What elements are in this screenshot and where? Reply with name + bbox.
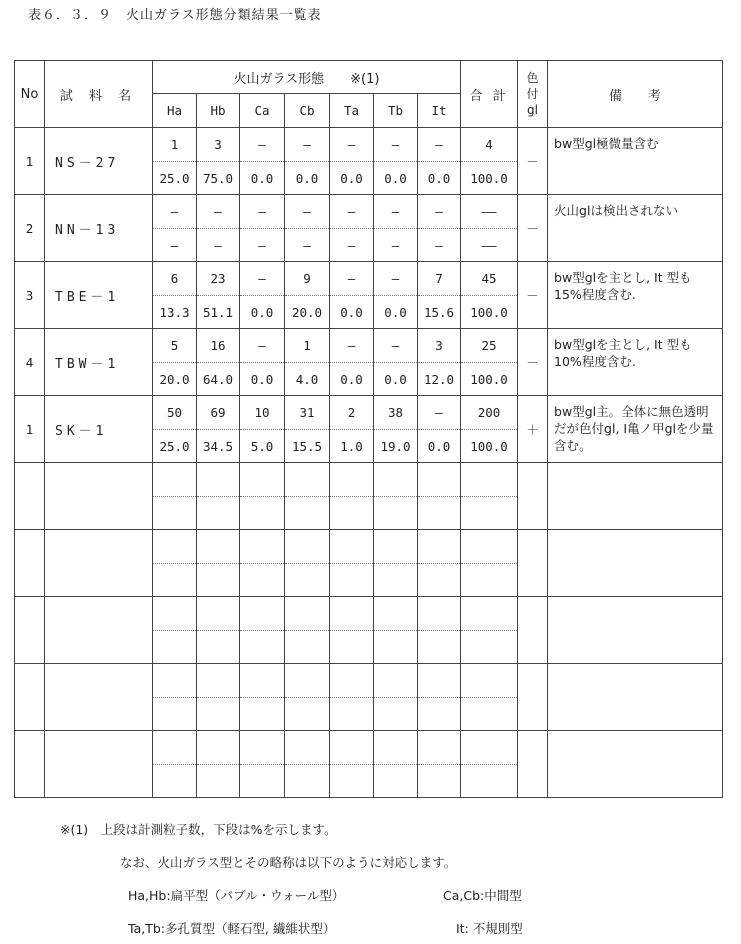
table-row: [15, 329, 723, 363]
empty-remark-cell: [548, 597, 723, 664]
percent-cell: 0.0: [240, 363, 285, 396]
empty-count-cell: [197, 597, 240, 631]
percent-cell: 15.5: [285, 430, 330, 463]
empty-count-cell: [418, 597, 461, 631]
empty-percent-cell: [374, 564, 418, 597]
table-caption: 表６．３．９ 火山ガラス形態分類結果一覧表: [28, 8, 322, 23]
empty-count-cell: [461, 463, 518, 497]
empty-remark-cell: [548, 463, 723, 530]
count-cell: 7: [418, 262, 461, 296]
count-cell: —: [285, 195, 330, 229]
header-type-cb: Cb: [285, 94, 330, 128]
count-cell: 1: [285, 329, 330, 363]
empty-table-row: [15, 530, 723, 564]
count-cell: —: [330, 262, 374, 296]
empty-count-cell: [418, 463, 461, 497]
count-cell: 2: [330, 396, 374, 430]
count-cell: 10: [240, 396, 285, 430]
row-no: 4: [15, 329, 45, 396]
count-cell: —: [153, 195, 197, 229]
empty-percent-cell: [153, 765, 197, 798]
empty-percent-cell: [330, 497, 374, 530]
row-remark: bw型glを主とし, It 型も10%程度含む.: [548, 329, 723, 396]
row-colored-glass: －: [518, 262, 548, 329]
empty-remark-cell: [548, 731, 723, 798]
glass-morphology-table: [14, 60, 723, 798]
table-row: [15, 262, 723, 296]
empty-percent-cell: [240, 497, 285, 530]
row-remark: bw型gl極微量含む: [548, 128, 723, 195]
empty-percent-cell: [285, 564, 330, 597]
empty-count-cell: [374, 597, 418, 631]
count-total-cell: 4: [461, 128, 518, 162]
empty-percent-cell: [240, 698, 285, 731]
empty-table-row: [15, 731, 723, 765]
row-no: 2: [15, 195, 45, 262]
empty-count-cell: [197, 463, 240, 497]
empty-percent-cell: [285, 631, 330, 664]
percent-cell: 0.0: [330, 162, 374, 195]
empty-color-cell: [518, 664, 548, 731]
empty-count-cell: [153, 597, 197, 631]
percent-cell: 51.1: [197, 296, 240, 329]
empty-percent-cell: [240, 564, 285, 597]
empty-table-row: [15, 463, 723, 497]
percent-cell: 34.5: [197, 430, 240, 463]
empty-percent-cell: [330, 564, 374, 597]
empty-percent-cell: [240, 631, 285, 664]
empty-count-cell: [240, 597, 285, 631]
count-cell: —: [418, 128, 461, 162]
empty-percent-cell: [374, 497, 418, 530]
empty-percent-cell: [461, 564, 518, 597]
percent-total-cell: 100.0: [461, 363, 518, 396]
row-sample-name: NS－27: [45, 128, 153, 195]
header-total: 合 計: [461, 61, 518, 128]
count-total-cell: 45: [461, 262, 518, 296]
empty-percent-cell: [197, 765, 240, 798]
table-row: [15, 396, 723, 430]
count-total-cell: ——: [461, 195, 518, 229]
empty-count-cell: [330, 530, 374, 564]
empty-percent-cell: [197, 631, 240, 664]
percent-cell: 25.0: [153, 430, 197, 463]
empty-color-cell: [518, 731, 548, 798]
empty-percent-cell: [197, 497, 240, 530]
empty-count-cell: [197, 664, 240, 698]
empty-count-cell: [285, 664, 330, 698]
empty-percent-cell: [374, 631, 418, 664]
count-cell: 38: [374, 396, 418, 430]
percent-cell: 0.0: [374, 162, 418, 195]
empty-count-cell: [153, 530, 197, 564]
empty-percent-cell: [153, 698, 197, 731]
row-no: 3: [15, 262, 45, 329]
count-cell: —: [374, 329, 418, 363]
percent-cell: 1.0: [330, 430, 374, 463]
empty-color-cell: [518, 463, 548, 530]
empty-percent-cell: [153, 564, 197, 597]
empty-percent-cell: [418, 698, 461, 731]
percent-cell: 0.0: [330, 363, 374, 396]
count-cell: —: [374, 128, 418, 162]
percent-cell: 0.0: [330, 296, 374, 329]
percent-cell: —: [197, 229, 240, 262]
empty-percent-cell: [153, 631, 197, 664]
count-cell: —: [330, 128, 374, 162]
empty-count-cell: [374, 731, 418, 765]
table-row: [15, 195, 723, 229]
empty-count-cell: [240, 731, 285, 765]
row-remark: bw型gl主。全体に無色透明だが色付gl, I亀ノ甲glを少量含む。: [548, 396, 723, 463]
empty-percent-cell: [285, 497, 330, 530]
row-sample-name: NN－13: [45, 195, 153, 262]
empty-name-cell: [45, 664, 153, 731]
count-cell: 9: [285, 262, 330, 296]
empty-count-cell: [240, 463, 285, 497]
header-type-tb: Tb: [374, 94, 418, 128]
empty-percent-cell: [197, 698, 240, 731]
empty-remark-cell: [548, 664, 723, 731]
row-sample-name: TBW－1: [45, 329, 153, 396]
percent-cell: 0.0: [285, 162, 330, 195]
empty-count-cell: [461, 731, 518, 765]
percent-cell: 15.6: [418, 296, 461, 329]
empty-count-cell: [197, 731, 240, 765]
empty-percent-cell: [330, 698, 374, 731]
footnote-1: ※(1) 上段は計測粒子数，下段は%を示します。: [60, 822, 337, 837]
empty-table-row: [15, 664, 723, 698]
percent-cell: 20.0: [153, 363, 197, 396]
percent-cell: 0.0: [418, 430, 461, 463]
empty-count-cell: [330, 664, 374, 698]
empty-count-cell: [330, 463, 374, 497]
empty-no-cell: [15, 664, 45, 731]
percent-cell: 5.0: [240, 430, 285, 463]
row-remark: 火山glは検出されない: [548, 195, 723, 262]
empty-name-cell: [45, 463, 153, 530]
empty-percent-cell: [461, 765, 518, 798]
row-sample-name: SK－1: [45, 396, 153, 463]
empty-percent-cell: [330, 631, 374, 664]
percent-cell: —: [240, 229, 285, 262]
percent-cell: 20.0: [285, 296, 330, 329]
count-total-cell: 200: [461, 396, 518, 430]
empty-percent-cell: [418, 564, 461, 597]
count-cell: —: [418, 396, 461, 430]
empty-color-cell: [518, 597, 548, 664]
header-colored-glass: 色付gl: [518, 61, 548, 128]
empty-count-cell: [285, 530, 330, 564]
percent-cell: 0.0: [374, 363, 418, 396]
empty-percent-cell: [285, 765, 330, 798]
count-cell: —: [240, 262, 285, 296]
empty-count-cell: [240, 530, 285, 564]
row-no: 1: [15, 396, 45, 463]
empty-count-cell: [374, 664, 418, 698]
percent-total-cell: ——: [461, 229, 518, 262]
empty-percent-cell: [461, 631, 518, 664]
header-type-ca: Ca: [240, 94, 285, 128]
header-no: No: [15, 61, 45, 128]
empty-percent-cell: [374, 765, 418, 798]
percent-cell: 0.0: [240, 162, 285, 195]
header-glass-morphology: 火山ガラス形態 ※(1): [153, 61, 461, 94]
empty-percent-cell: [418, 497, 461, 530]
empty-percent-cell: [374, 698, 418, 731]
count-cell: 23: [197, 262, 240, 296]
empty-count-cell: [153, 731, 197, 765]
percent-cell: 0.0: [240, 296, 285, 329]
empty-percent-cell: [285, 698, 330, 731]
percent-cell: 0.0: [418, 162, 461, 195]
empty-percent-cell: [197, 564, 240, 597]
percent-cell: —: [153, 229, 197, 262]
empty-count-cell: [285, 463, 330, 497]
empty-percent-cell: [418, 765, 461, 798]
count-cell: 3: [197, 128, 240, 162]
count-cell: 16: [197, 329, 240, 363]
empty-percent-cell: [418, 631, 461, 664]
empty-table-row: [15, 597, 723, 631]
header-remarks: 備 考: [548, 61, 723, 128]
empty-count-cell: [153, 664, 197, 698]
header-type-it: It: [418, 94, 461, 128]
header-type-hb: Hb: [197, 94, 240, 128]
empty-percent-cell: [330, 765, 374, 798]
empty-count-cell: [285, 731, 330, 765]
percent-cell: —: [418, 229, 461, 262]
empty-no-cell: [15, 731, 45, 798]
count-cell: 6: [153, 262, 197, 296]
empty-count-cell: [418, 664, 461, 698]
empty-count-cell: [153, 463, 197, 497]
footnote-2: なお、火山ガラス型とその略称は以下のように対応します。: [120, 855, 457, 870]
row-sample-name: TBE－1: [45, 262, 153, 329]
count-cell: —: [240, 329, 285, 363]
row-colored-glass: －: [518, 195, 548, 262]
count-cell: 5: [153, 329, 197, 363]
empty-name-cell: [45, 731, 153, 798]
row-colored-glass: －: [518, 128, 548, 195]
empty-count-cell: [285, 597, 330, 631]
empty-count-cell: [330, 731, 374, 765]
count-cell: —: [285, 128, 330, 162]
header-type-ta: Ta: [330, 94, 374, 128]
percent-cell: 4.0: [285, 363, 330, 396]
count-cell: —: [374, 195, 418, 229]
empty-percent-cell: [461, 497, 518, 530]
percent-cell: 13.3: [153, 296, 197, 329]
empty-no-cell: [15, 530, 45, 597]
count-cell: —: [330, 329, 374, 363]
empty-count-cell: [461, 530, 518, 564]
empty-percent-cell: [461, 698, 518, 731]
table-row: [15, 128, 723, 162]
percent-cell: —: [285, 229, 330, 262]
count-cell: 31: [285, 396, 330, 430]
footnote-it: It: 不規則型: [456, 921, 523, 936]
empty-count-cell: [461, 597, 518, 631]
row-colored-glass: －: [518, 329, 548, 396]
count-total-cell: 25: [461, 329, 518, 363]
empty-name-cell: [45, 597, 153, 664]
empty-no-cell: [15, 463, 45, 530]
count-cell: 69: [197, 396, 240, 430]
count-cell: —: [240, 195, 285, 229]
empty-color-cell: [518, 530, 548, 597]
percent-total-cell: 100.0: [461, 296, 518, 329]
percent-cell: 0.0: [374, 296, 418, 329]
footnote-ca-cb: Ca,Cb:中間型: [443, 888, 522, 903]
count-cell: —: [330, 195, 374, 229]
empty-count-cell: [374, 463, 418, 497]
header-sample-name: 試 料 名: [45, 61, 153, 128]
empty-count-cell: [240, 664, 285, 698]
percent-total-cell: 100.0: [461, 162, 518, 195]
percent-cell: 75.0: [197, 162, 240, 195]
empty-count-cell: [418, 530, 461, 564]
empty-percent-cell: [153, 497, 197, 530]
count-cell: 50: [153, 396, 197, 430]
percent-cell: 19.0: [374, 430, 418, 463]
empty-name-cell: [45, 530, 153, 597]
count-cell: 1: [153, 128, 197, 162]
count-cell: —: [240, 128, 285, 162]
count-cell: —: [197, 195, 240, 229]
percent-total-cell: 100.0: [461, 430, 518, 463]
row-no: 1: [15, 128, 45, 195]
empty-count-cell: [418, 731, 461, 765]
count-cell: —: [374, 262, 418, 296]
footnote-ta-tb: Ta,Tb:多孔質型（軽石型, 繊維状型）: [128, 921, 336, 936]
count-cell: 3: [418, 329, 461, 363]
percent-cell: —: [374, 229, 418, 262]
empty-count-cell: [197, 530, 240, 564]
empty-percent-cell: [240, 765, 285, 798]
row-colored-glass: ＋: [518, 396, 548, 463]
percent-cell: 64.0: [197, 363, 240, 396]
empty-count-cell: [374, 530, 418, 564]
count-cell: —: [418, 195, 461, 229]
percent-cell: 25.0: [153, 162, 197, 195]
percent-cell: 12.0: [418, 363, 461, 396]
row-remark: bw型glを主とし, It 型も15%程度含む.: [548, 262, 723, 329]
header-type-ha: Ha: [153, 94, 197, 128]
empty-count-cell: [330, 597, 374, 631]
percent-cell: —: [330, 229, 374, 262]
empty-count-cell: [461, 664, 518, 698]
empty-no-cell: [15, 597, 45, 664]
footnote-ha-hb: Ha,Hb:扁平型（バブル・ウォール型）: [128, 888, 345, 903]
empty-remark-cell: [548, 530, 723, 597]
